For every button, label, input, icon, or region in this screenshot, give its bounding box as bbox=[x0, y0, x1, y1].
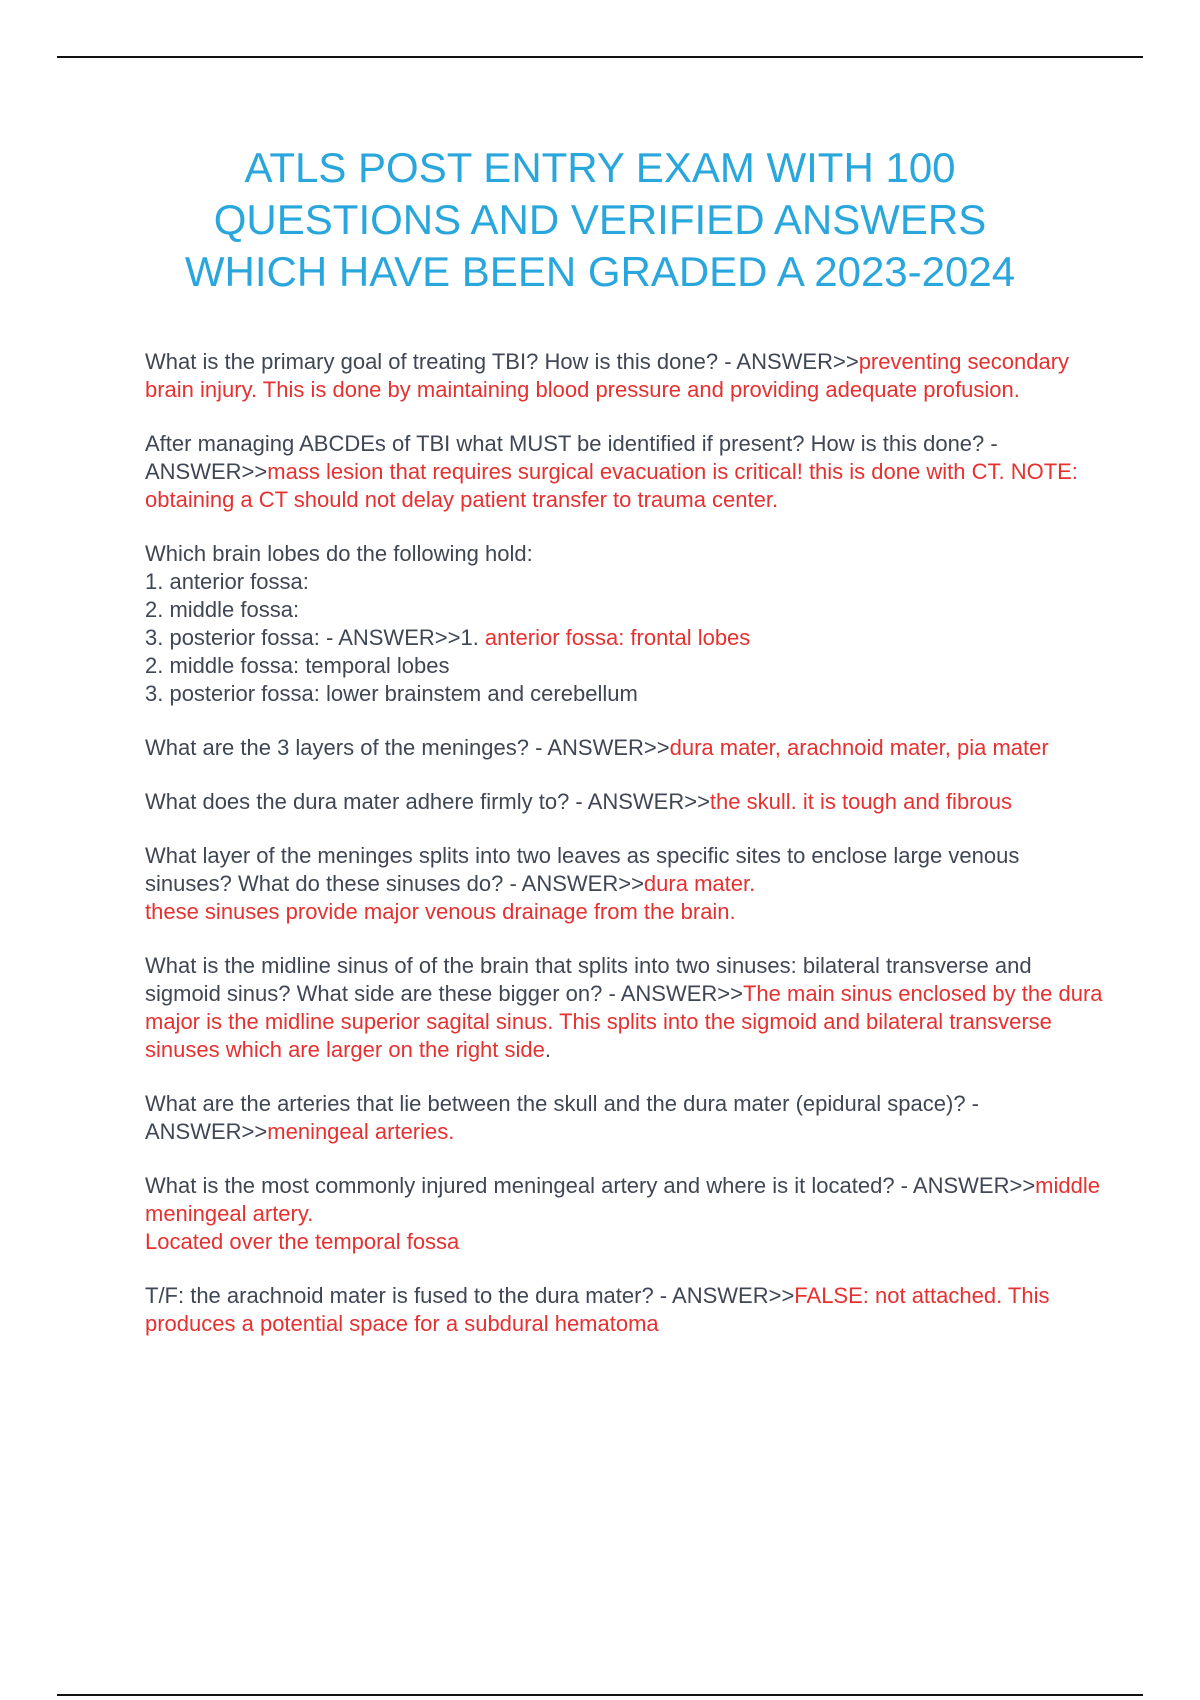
question-text: What is the most commonly injured meningeal artery and where is it located? - ANSWER>> bbox=[145, 1173, 1036, 1198]
question-text: What is the midline sinus of of the brain that splits into two sinuses: bilateral transverse and sigmoid sinus? What side are these bigger on? - ANSWER>> bbox=[145, 953, 1032, 1006]
bottom-rule bbox=[57, 1694, 1143, 1696]
title-line: WHICH HAVE BEEN GRADED A 2023-2024 bbox=[184, 248, 1016, 295]
title-line: ATLS POST ENTRY EXAM WITH 100 bbox=[244, 144, 956, 191]
question-text: What is the primary goal of treating TBI? How is this done? - ANSWER>> bbox=[145, 349, 859, 374]
answer-text: mass lesion that requires surgical evacuation is critical! this is done with CT. NOTE: obtaining a CT should not delay patient transfer to trauma center. bbox=[145, 459, 1078, 512]
qa-item bbox=[145, 1282, 1105, 1338]
question-text: After managing ABCDEs of TBI what MUST be identified if present? How is this done? - ANSWER>> bbox=[145, 431, 998, 484]
question-text: T/F: the arachnoid mater is fused to the dura mater? - ANSWER>> bbox=[145, 1283, 795, 1308]
qa-item bbox=[145, 540, 1105, 708]
answer-line: Located over the temporal fossa bbox=[145, 1229, 460, 1254]
qa-item bbox=[145, 1090, 1105, 1146]
document-title bbox=[0, 142, 1200, 298]
question-line: 2. middle fossa: bbox=[145, 597, 300, 622]
answer-text: middle meningeal artery. bbox=[145, 1173, 1100, 1226]
answer-text: the skull. it is tough and fibrous bbox=[709, 789, 1012, 814]
question-text: What does the dura mater adhere firmly to? - ANSWER>> bbox=[145, 789, 710, 814]
answer-text: meningeal arteries. bbox=[267, 1119, 455, 1144]
answer-text: dura mater, arachnoid mater, pia mater bbox=[669, 735, 1049, 760]
question-text: 3. posterior fossa: - ANSWER>>1. bbox=[145, 625, 485, 650]
qa-item bbox=[145, 734, 1105, 762]
answer-text: FALSE: not attached. This produces a potential space for a subdural hematoma bbox=[145, 1283, 1050, 1336]
qa-item bbox=[145, 1172, 1105, 1256]
answer-text: anterior fossa: frontal lobes bbox=[484, 625, 751, 650]
top-rule bbox=[57, 56, 1143, 58]
answer-text: The main sinus enclosed by the dura major is the midline superior sagital sinus. This splits into the sigmoid and bilateral transverse sinuses which are larger on the right side bbox=[145, 981, 1103, 1062]
answer-line: 3. posterior fossa: lower brainstem and cerebellum bbox=[145, 681, 638, 706]
title-line: QUESTIONS AND VERIFIED ANSWERS bbox=[213, 196, 987, 243]
qa-list bbox=[145, 348, 1105, 1338]
qa-item bbox=[145, 952, 1105, 1064]
qa-item bbox=[145, 348, 1105, 404]
question-line: 1. anterior fossa: bbox=[145, 569, 309, 594]
question-text: What are the arteries that lie between the skull and the dura mater (epidural space)? - ANSWER>> bbox=[145, 1091, 980, 1144]
qa-item bbox=[145, 430, 1105, 514]
answer-text: dura mater. bbox=[643, 871, 756, 896]
answer-line: 2. middle fossa: temporal lobes bbox=[145, 653, 450, 678]
qa-item bbox=[145, 788, 1105, 816]
question-text: What are the 3 layers of the meninges? - ANSWER>> bbox=[145, 735, 670, 760]
answer-tail: . bbox=[544, 1037, 552, 1062]
qa-item bbox=[145, 842, 1105, 926]
answer-text: preventing secondary brain injury. This is done by maintaining blood pressure and providing adequate profusion. bbox=[145, 349, 1070, 402]
question-line: Which brain lobes do the following hold: bbox=[145, 541, 533, 566]
question-text: What layer of the meninges splits into two leaves as specific sites to enclose large venous sinuses? What do these sinuses do? - ANSWER>> bbox=[145, 843, 1020, 896]
answer-line: these sinuses provide major venous drainage from the brain. bbox=[145, 899, 736, 924]
